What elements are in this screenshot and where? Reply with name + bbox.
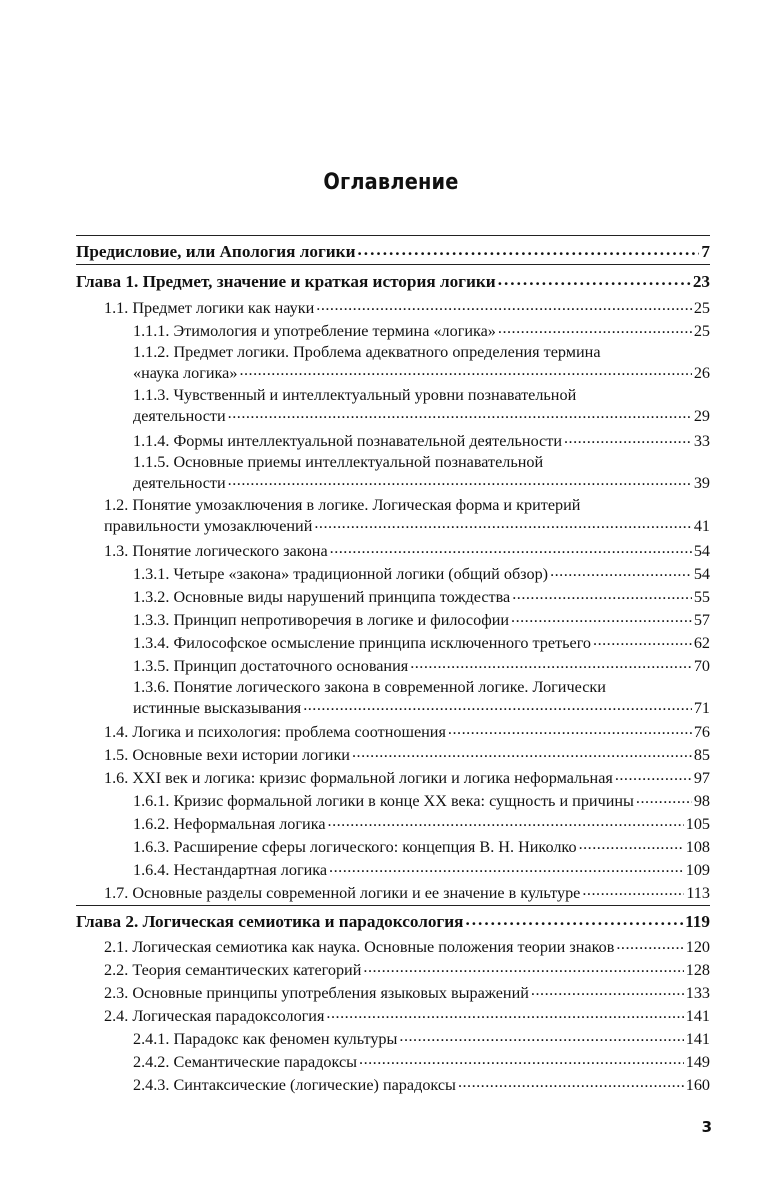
toc-entry-title: правильности умозаключений: [104, 517, 313, 536]
toc-entry-title: 1.6.4. Нестандартная логика: [133, 861, 328, 880]
dot-leader: [314, 515, 691, 531]
dot-leader: [582, 882, 684, 898]
toc-entry-page: 25: [693, 322, 710, 341]
toc-entry-title: 1.6.1. Кризис формальной логики в конце XX века: сущность и причины: [133, 792, 634, 811]
dot-leader: [352, 744, 692, 760]
toc-entry[interactable]: [133, 632, 710, 653]
toc-entry[interactable]: [104, 936, 710, 957]
toc-entry-title: 2.4.3. Синтаксические (логические) парадоксы: [133, 1076, 456, 1095]
toc-entry-title: 1.3.1. Четыре «закона» традиционной логики (общий обзор): [133, 565, 549, 584]
divider: [76, 905, 710, 906]
toc-entry-title: 1.3.3. Принцип непротиворечия в логике и философии: [133, 611, 510, 630]
dot-leader: [228, 405, 692, 421]
toc-entry-title: 1.6.3. Расширение сферы логического: концепция В. Н. Николко: [133, 838, 577, 857]
toc-entry-title: 1.3.4. Философское осмысление принципа исключенного третьего: [133, 634, 592, 653]
toc-entry-page: 120: [685, 938, 710, 957]
toc-entry-title: 1.1.4. Формы интеллектуальной познавательной деятельности: [133, 432, 562, 451]
toc-entry[interactable]: [133, 678, 710, 718]
dot-leader: [228, 472, 692, 488]
toc-entry-page: 23: [692, 272, 710, 292]
dot-leader: [511, 609, 692, 625]
toc-entry-title: 2.1. Логическая семиотика как наука. Основные положения теории знаков: [104, 938, 615, 957]
dot-leader: [579, 836, 684, 852]
toc-entry-page: 160: [685, 1076, 710, 1095]
dot-leader: [316, 297, 692, 313]
divider: [76, 264, 710, 265]
dot-leader: [330, 540, 692, 556]
toc-entry-title: деятельности: [133, 474, 226, 493]
toc-entry-title: 1.4. Логика и психология: проблема соотношения: [104, 723, 446, 742]
toc-entry-page: 113: [686, 884, 710, 903]
dot-leader: [458, 1074, 684, 1090]
toc-entry[interactable]: [104, 767, 710, 788]
toc-entry[interactable]: [104, 297, 710, 318]
toc-entry[interactable]: [76, 240, 710, 261]
toc-entry-page: 98: [693, 792, 710, 811]
toc-entry[interactable]: [133, 655, 710, 676]
dot-leader: [593, 632, 692, 648]
toc-entry-title: 2.4.1. Парадокс как феномен культуры: [133, 1030, 398, 1049]
toc-entry-title-line1: 1.1.5. Основные приемы интеллектуальной познавательной: [133, 453, 544, 471]
toc-entry-title: 1.1. Предмет логики как науки: [104, 299, 315, 318]
toc-entry-page: 149: [685, 1053, 710, 1072]
toc-entry[interactable]: [104, 721, 710, 742]
toc-entry-title: 1.3.2. Основные виды нарушений принципа тождества: [133, 588, 511, 607]
dot-leader: [358, 240, 700, 257]
toc-entry[interactable]: [104, 959, 710, 980]
dot-leader: [399, 1028, 683, 1044]
dot-leader: [328, 813, 684, 829]
dot-leader: [498, 270, 691, 287]
dot-leader: [512, 586, 692, 602]
toc-entry[interactable]: [133, 563, 710, 584]
toc-entry-page: 105: [685, 815, 710, 834]
toc-entry-title: 2.4.2. Семантические парадоксы: [133, 1053, 358, 1072]
toc-entry-page: 29: [693, 407, 710, 426]
toc-entry-page: 54: [693, 565, 710, 584]
toc-entry[interactable]: [133, 586, 710, 607]
dot-leader: [636, 790, 692, 806]
toc-entry-page: 108: [685, 838, 710, 857]
toc-entry[interactable]: [76, 910, 710, 931]
toc-entry-title-line1: 1.1.3. Чувственный и интеллектуальный уровни познавательной: [133, 386, 577, 404]
toc-entry[interactable]: [133, 813, 710, 834]
dot-leader: [448, 721, 692, 737]
dot-leader: [329, 859, 684, 875]
toc-entry-title: Предисловие, или Апология логики: [76, 242, 356, 262]
toc-entry-page: 76: [693, 723, 710, 742]
toc-entry[interactable]: [104, 1005, 710, 1026]
toc-entry[interactable]: [133, 453, 710, 493]
toc-entry[interactable]: [104, 496, 710, 536]
toc-entry-title-line1: 1.1.2. Предмет логики. Проблема адекватного определения термина: [133, 343, 601, 361]
toc-entry-title: 2.4. Логическая парадоксология: [104, 1007, 325, 1026]
toc-entry-title: Глава 2. Логическая семиотика и парадоксология: [76, 912, 464, 932]
toc-entry-title: деятельности: [133, 407, 226, 426]
toc-entry[interactable]: [133, 859, 710, 880]
toc-entry[interactable]: [133, 430, 710, 451]
toc-entry[interactable]: [133, 1028, 710, 1049]
toc-entry[interactable]: [76, 270, 710, 291]
dot-leader: [550, 563, 692, 579]
toc-entry[interactable]: [104, 744, 710, 765]
toc-entry-page: 7: [701, 242, 710, 262]
toc-entry-title: «наука логика»: [133, 364, 238, 383]
toc-entry-title: 1.7. Основные разделы современной логики и ее значение в культуре: [104, 884, 581, 903]
toc-entry[interactable]: [133, 320, 710, 341]
toc-entry[interactable]: [133, 790, 710, 811]
toc-entry[interactable]: [104, 982, 710, 1003]
toc-entry[interactable]: [133, 1074, 710, 1095]
toc-entry-title: 1.3.5. Принцип достаточного основания: [133, 657, 409, 676]
toc-entry[interactable]: [133, 836, 710, 857]
dot-leader: [564, 430, 692, 446]
dot-leader: [359, 1051, 684, 1067]
dot-leader: [531, 982, 684, 998]
toc-entry-title: 1.6. XXI век и логика: кризис формальной логики и логика неформальная: [104, 769, 613, 788]
dot-leader: [616, 936, 683, 952]
toc-entry-page: 39: [693, 474, 710, 493]
toc-entry-title-line1: 1.3.6. Понятие логического закона в современной логике. Логически: [133, 678, 606, 696]
dot-leader: [498, 320, 692, 336]
toc-entry-page: 33: [693, 432, 710, 451]
toc-entry-page: 54: [693, 542, 710, 561]
toc-entry-page: 25: [693, 299, 710, 318]
toc-entry-page: 70: [693, 657, 710, 676]
dot-leader: [326, 1005, 683, 1021]
toc-entry[interactable]: [133, 386, 710, 426]
dot-leader: [239, 362, 691, 378]
dot-leader: [303, 697, 692, 713]
toc-entry-title: истинные высказывания: [133, 699, 302, 718]
toc-entry-title: 1.6.2. Неформальная логика: [133, 815, 326, 834]
toc-entry-page: 55: [693, 588, 710, 607]
toc-entry[interactable]: [133, 1051, 710, 1072]
toc-entry-page: 133: [685, 984, 710, 1003]
page-title: Оглавление: [323, 170, 459, 195]
toc-entry-page: 109: [685, 861, 710, 880]
toc-entry-title: Глава 1. Предмет, значение и краткая история логики: [76, 272, 496, 292]
toc-entry-title: 1.3. Понятие логического закона: [104, 542, 328, 561]
toc-entry-page: 26: [693, 364, 710, 383]
toc-entry-page: 97: [693, 769, 710, 788]
toc-entry-page: 85: [693, 746, 710, 765]
toc-entry-page: 128: [685, 961, 710, 980]
divider: [76, 235, 710, 236]
toc-entry[interactable]: [104, 540, 710, 561]
toc-entry-title: 2.3. Основные принципы употребления языковых выражений: [104, 984, 529, 1003]
page-number: 3: [701, 1118, 712, 1136]
dot-leader: [465, 910, 683, 927]
toc-entry-page: 62: [693, 634, 710, 653]
toc-entry-page: 119: [685, 912, 710, 932]
dot-leader: [363, 959, 683, 975]
toc-entry-page: 57: [693, 611, 710, 630]
toc-entry-title-line1: 1.2. Понятие умозаключения в логике. Логическая форма и критерий: [104, 496, 581, 514]
toc-entry-page: 141: [685, 1007, 710, 1026]
toc-entry-title: 2.2. Теория семантических категорий: [104, 961, 362, 980]
toc-entry[interactable]: [133, 609, 710, 630]
toc-entry-page: 141: [685, 1030, 710, 1049]
dot-leader: [410, 655, 692, 671]
toc-entry-page: 41: [693, 517, 710, 536]
toc-entry[interactable]: [133, 343, 710, 383]
toc-entry-title: 1.1.1. Этимология и употребление термина «логика»: [133, 322, 496, 341]
toc-entry[interactable]: [104, 882, 710, 903]
toc-entry-page: 71: [693, 699, 710, 718]
dot-leader: [615, 767, 692, 783]
toc-entry-title: 1.5. Основные вехи истории логики: [104, 746, 350, 765]
